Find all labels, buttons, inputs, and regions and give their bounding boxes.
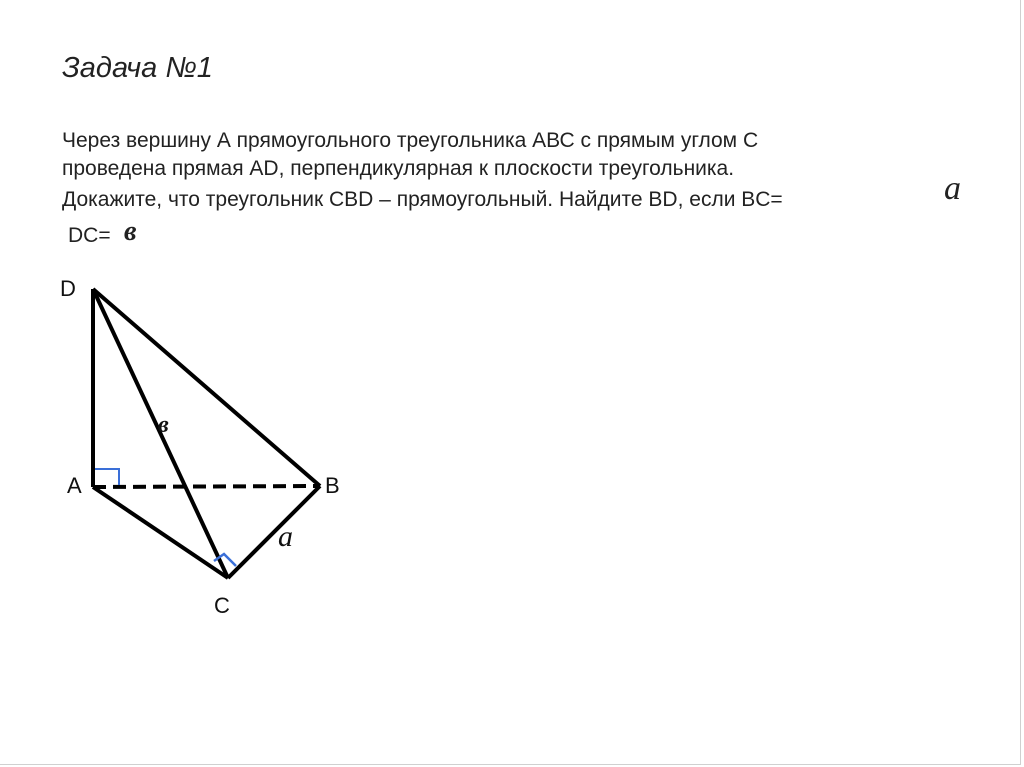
right-angle-marker-A [95,469,119,485]
symbol-a: a [944,170,961,207]
edge-AB-dashed [93,486,320,487]
problem-text-line-3: Докажите, что треугольник CBD – прямоугольный. Найдите BD, если BC= [62,188,783,211]
edge-label-BC: a [278,520,293,553]
symbol-b: в [124,216,137,247]
problem-text-line-1: Через вершину А прямоугольного треугольника АВС с прямым углом С [62,129,759,152]
vertex-label-D: D [60,276,76,301]
vertex-label-A: A [67,473,82,498]
problem-text-line-4: DC= [68,224,111,247]
edge-DB [93,289,320,486]
edge-BC [228,486,320,578]
edge-label-DC: в [158,412,169,438]
slide-title: Задача №1 [62,52,213,84]
vertex-label-B: B [325,473,340,498]
vertex-label-C: C [214,593,230,618]
problem-text-line-2: проведена прямая АD, перпендикулярная к плоскости треугольника. [62,157,735,180]
